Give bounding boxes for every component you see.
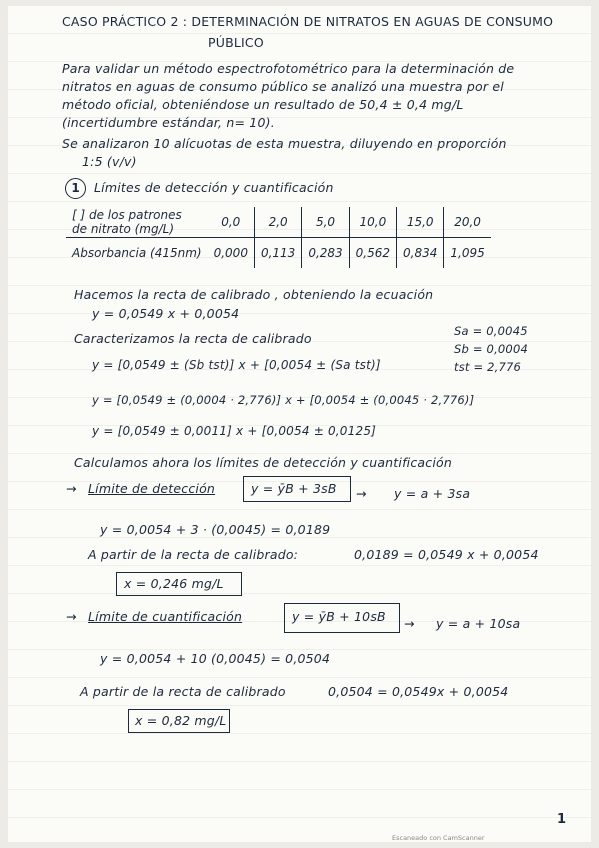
- lod-result: x = 0,246 mg/L: [124, 576, 224, 591]
- limits-sentence: Calculamos ahora los límites de detección y cuantificación: [74, 455, 452, 470]
- page-title-line2: PÚBLICO: [208, 35, 264, 50]
- table-cell: 1,095: [444, 238, 491, 269]
- loq-result: x = 0,82 mg/L: [135, 713, 227, 728]
- arrow-icon: →: [356, 486, 367, 501]
- page-title: CASO PRÁCTICO 2 : DETERMINACIÓN DE NITRATOS EN AGUAS DE CONSUMO: [62, 14, 554, 29]
- arrow-icon: →: [404, 616, 415, 631]
- characterize-sentence: Caracterizamos la recta de calibrado: [74, 331, 312, 346]
- regression-sentence: Hacemos la recta de calibrado , obteniendo la ecuación: [74, 287, 434, 302]
- char-equation-1: y = [0,0549 ± (Sb tst)] x + [0,0054 ± (Sa tst)]: [92, 358, 381, 372]
- lod-from-calibration: A partir de la recta de calibrado:: [88, 547, 299, 562]
- arrow-icon: →: [66, 481, 77, 496]
- loq-formula: y = ȳB + 10sB: [292, 609, 386, 624]
- lod-formula: y = ȳB + 3sB: [251, 481, 337, 496]
- intro-line-1: Para validar un método espectrofotométrico para la determinación de: [62, 61, 515, 76]
- table-row: [66, 238, 491, 269]
- lod-formula-2: y = a + 3sa: [394, 486, 471, 501]
- sa-value: Sa = 0,0045: [454, 324, 528, 338]
- calibration-table: [66, 207, 491, 268]
- loq-equation: 0,0504 = 0,0549x + 0,0054: [328, 684, 509, 699]
- lod-calculation: y = 0,0054 + 3 · (0,0045) = 0,0189: [100, 522, 331, 537]
- table-cell: 2,0: [254, 207, 301, 238]
- char-equation-3: y = [0,0549 ± 0,0011] x + [0,0054 ± 0,0125]: [92, 424, 377, 438]
- arrow-icon: →: [66, 609, 77, 624]
- sb-value: Sb = 0,0004: [454, 342, 528, 356]
- regression-equation: y = 0,0549 x + 0,0054: [92, 306, 240, 321]
- table-header-concentration: [ ] de los patrones de nitrato (mg/L): [66, 207, 208, 238]
- intro-line-3: método oficial, obteniéndose un resultado de 50,4 ± 0,4 mg/L: [62, 97, 464, 112]
- section-number-badge: 1: [65, 178, 86, 199]
- intro-line-4: (incertidumbre estándar, n= 10).: [62, 115, 275, 130]
- table-cell: 5,0: [302, 207, 349, 238]
- table-cell: 0,000: [213, 246, 248, 260]
- scanner-watermark: Escaneado con CamScanner: [392, 834, 485, 842]
- char-equation-2: y = [0,0549 ± (0,0004 · 2,776)] x + [0,0054 ± (0,0045 · 2,776)]: [92, 393, 475, 407]
- table-cell: 0,562: [349, 238, 396, 269]
- loq-from-calibration: A partir de la recta de calibrado: [80, 684, 286, 699]
- table-cell: 20,0: [444, 207, 491, 238]
- intro-line-2: nitratos en aguas de consumo público se analizó una muestra por el: [62, 79, 504, 94]
- lod-label: Límite de detección: [88, 481, 216, 496]
- notebook-page: [8, 6, 591, 842]
- tst-value: tst = 2,776: [454, 360, 522, 374]
- section-heading: Límites de detección y cuantificación: [94, 180, 334, 195]
- table-cell: 0,113: [254, 238, 301, 269]
- loq-calculation: y = 0,0054 + 10 (0,0045) = 0,0504: [100, 651, 331, 666]
- intro2-line-2: 1:5 (v/v): [82, 154, 137, 169]
- table-cell: 10,0: [349, 207, 396, 238]
- lod-equation: 0,0189 = 0,0549 x + 0,0054: [354, 547, 539, 562]
- table-cell: 0,0: [208, 207, 255, 238]
- page-number: 1: [557, 812, 567, 827]
- loq-formula-2: y = a + 10sa: [436, 616, 521, 631]
- intro2-line-1: Se analizaron 10 alícuotas de esta muestra, diluyendo en proporción: [62, 136, 507, 151]
- table-cell: 0,283: [302, 238, 349, 269]
- table-row: [66, 207, 491, 238]
- loq-label: Límite de cuantificación: [88, 609, 243, 624]
- table-cell: 15,0: [397, 207, 444, 238]
- table-header-absorbance: Absorbancia (415nm): [72, 246, 202, 260]
- table-cell: 0,834: [397, 238, 444, 269]
